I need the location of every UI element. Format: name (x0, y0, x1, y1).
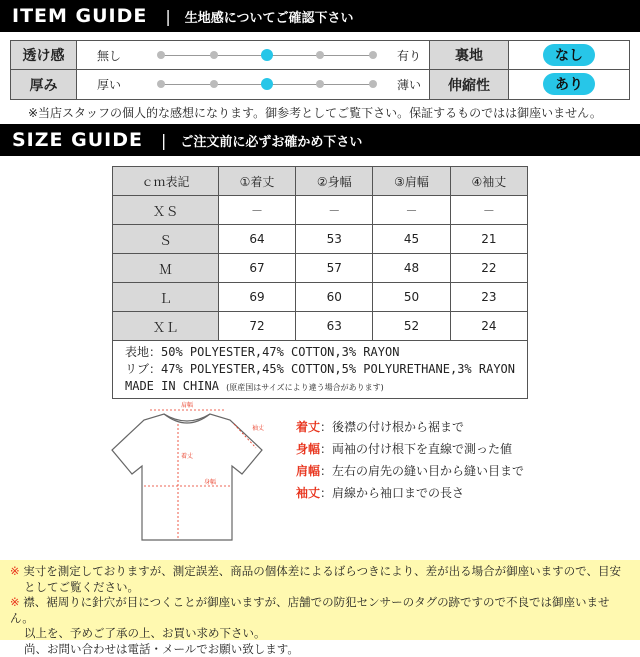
table-cell: 22 (450, 254, 527, 283)
size-guide-header (0, 124, 640, 156)
col-header: ②身幅 (296, 167, 373, 196)
diagram-label-sleeve: 袖丈 (252, 424, 264, 432)
guide-row-thickness (11, 70, 629, 99)
size-table (112, 166, 528, 341)
attr-label-lining: 裏地 (429, 41, 509, 69)
table-row (113, 196, 528, 225)
origin-text: MADE IN CHINA (125, 379, 219, 393)
legend-item (296, 418, 464, 435)
table-cell: 67 (218, 254, 295, 283)
size-guide-subtitle: ご注文前に必ずお確かめ下さい (180, 131, 362, 150)
legend-key: 着丈 (296, 420, 320, 434)
scale-dot (316, 80, 324, 88)
guide-row-transparency (11, 41, 629, 70)
scale-dot (157, 51, 165, 59)
legend-key: 肩幅 (296, 464, 320, 478)
diagram-label-body: 身幅 (204, 478, 216, 486)
table-cell: － (296, 196, 373, 225)
notice-text: 尚、お問い合わせは電話・メールでお願い致します。 (10, 642, 630, 657)
size-table-header (113, 167, 528, 196)
legend-item (296, 440, 512, 457)
legend-text: ：左右の肩先の縫い目から縫い目まで (320, 464, 524, 478)
legend-text: ：肩線から袖口までの長さ (320, 486, 464, 500)
size-label: Ｓ (113, 225, 219, 254)
col-header: ①着丈 (218, 167, 295, 196)
legend-key: 身幅 (296, 442, 320, 456)
origin-line (125, 378, 527, 396)
notice-mark: ※ (10, 564, 20, 578)
scale-dot-selected (261, 49, 273, 61)
table-cell: 48 (373, 254, 450, 283)
table-cell: 60 (296, 283, 373, 312)
table-cell: 63 (296, 312, 373, 341)
scale-left-label: 厚い (97, 70, 121, 99)
disclaimer-notice (0, 560, 640, 640)
material-line: リブ：47% POLYESTER,45% COTTON,5% POLYURETHANE,3% RAYON (125, 361, 527, 378)
notice-text: 実寸を測定しておりますが、測定誤差、商品の個体差によるばらつきにより、差が出る場合が御座いますので、目安 (23, 564, 621, 578)
size-guide-title: SIZE GUIDE (0, 129, 143, 151)
table-cell: 72 (218, 312, 295, 341)
table-cell: 52 (373, 312, 450, 341)
legend-text: ：後襟の付け根から裾まで (320, 420, 464, 434)
table-row (113, 225, 528, 254)
attr-label-stretch: 伸縮性 (429, 70, 509, 99)
size-label: Ｍ (113, 254, 219, 283)
scale-dot (157, 80, 165, 88)
table-cell: 53 (296, 225, 373, 254)
material-info (112, 341, 528, 399)
table-row (113, 312, 528, 341)
notice-line (10, 595, 630, 626)
item-guide-table (10, 40, 630, 100)
scale-dot (316, 51, 324, 59)
diagram-label-length: 着丈 (181, 452, 193, 460)
size-label: ＸＬ (113, 312, 219, 341)
scale-dot-selected (261, 78, 273, 90)
scale-dot (369, 51, 377, 59)
scale-dot (210, 51, 218, 59)
scale-dot (369, 80, 377, 88)
legend-item (296, 484, 464, 501)
tshirt-diagram (112, 400, 282, 550)
table-cell: 50 (373, 283, 450, 312)
table-cell: 21 (450, 225, 527, 254)
legend-item (296, 462, 524, 479)
col-header: ③肩幅 (373, 167, 450, 196)
table-cell: 45 (373, 225, 450, 254)
table-cell: 24 (450, 312, 527, 341)
table-cell: 23 (450, 283, 527, 312)
table-cell: － (218, 196, 295, 225)
diagram-label-shoulder: 肩幅 (181, 401, 193, 409)
table-row (113, 283, 528, 312)
col-header: ｃｍ表記 (113, 167, 219, 196)
col-header: ④袖丈 (450, 167, 527, 196)
item-guide-title: ITEM GUIDE (0, 5, 147, 27)
size-label: Ｌ (113, 283, 219, 312)
notice-line (10, 564, 630, 580)
scale-dot (210, 80, 218, 88)
guide-label-thickness: 厚み (11, 70, 77, 99)
notice-text: としてご覧ください。 (10, 580, 630, 596)
legend-text: ：両袖の付け根下を直線で測った値 (320, 442, 512, 456)
item-guide-subtitle: 生地感についてご確認下さい (185, 7, 354, 26)
header-separator: | (165, 7, 170, 26)
scale-right-label: 有り (397, 41, 421, 69)
attr-badge-stretch: あり (543, 73, 595, 95)
notice-text: 襟、裾周りに針穴が目につくことが御座いますが、店舗での防犯センサーのタグの跡ですので不良では御座いません。 (10, 595, 610, 625)
tshirt-outline (112, 414, 262, 540)
legend-key: 袖丈 (296, 486, 320, 500)
staff-note: ※当店スタッフの個人的な感想になります。御参考としてご覧下さい。保証するものではは御座いません。 (28, 104, 602, 121)
table-cell: 57 (296, 254, 373, 283)
guide-label-transparency: 透け感 (11, 41, 77, 69)
item-guide-header (0, 0, 640, 32)
header-separator: | (161, 131, 166, 150)
table-cell: － (450, 196, 527, 225)
table-cell: － (373, 196, 450, 225)
table-cell: 69 (218, 283, 295, 312)
size-label: ＸＳ (113, 196, 219, 225)
notice-text: 以上を、予めご了承の上、お買い求め下さい。 (10, 626, 630, 642)
origin-note: (原産国はサイズにより違う場合があります) (226, 383, 384, 392)
scale-left-label: 無し (97, 41, 121, 69)
table-cell: 64 (218, 225, 295, 254)
attr-badge-lining: なし (543, 44, 595, 66)
table-row (113, 254, 528, 283)
material-line: 表地：50% POLYESTER,47% COTTON,3% RAYON (125, 344, 527, 361)
notice-mark: ※ (10, 595, 20, 609)
scale-right-label: 薄い (397, 70, 421, 99)
